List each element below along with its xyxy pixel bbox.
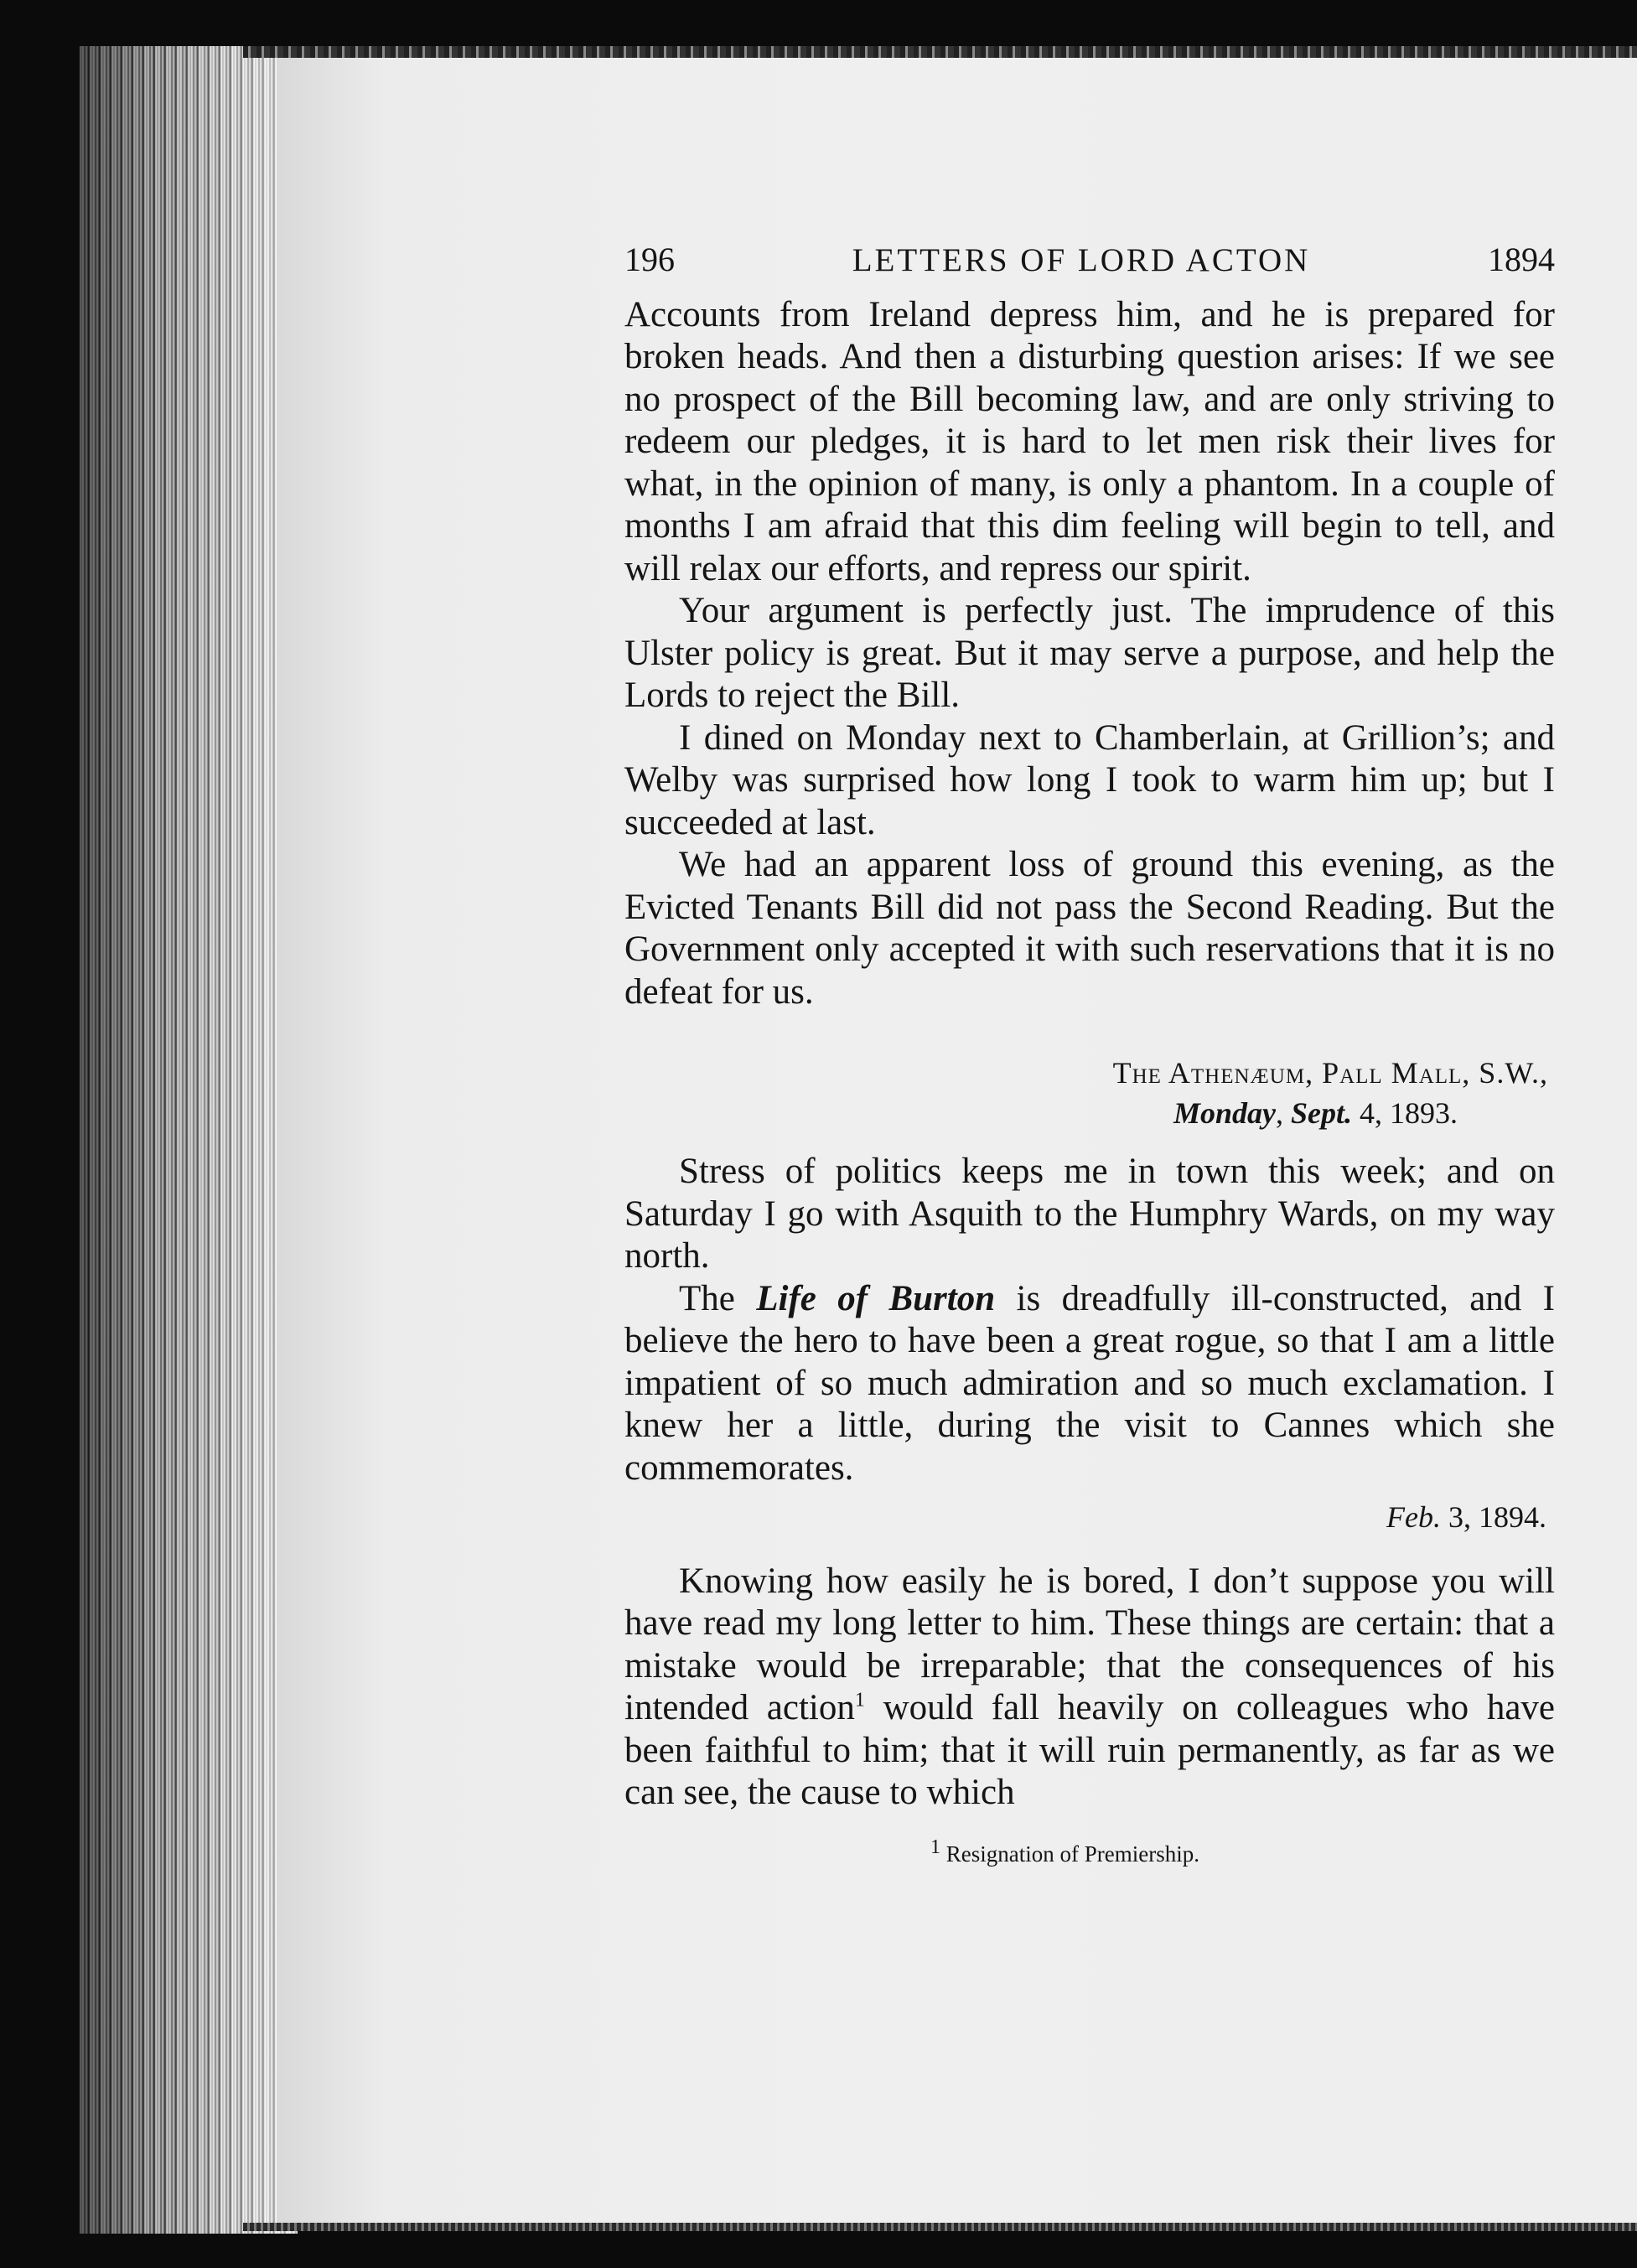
letter3-paragraph-1 [624, 1561, 1555, 1815]
section-gap [624, 1013, 1555, 1054]
letter3-date-rest: 3, 1894. [1448, 1500, 1546, 1534]
letter3-p1-b: would fall heavily on colleagues who have been faithful to him; that it will ruin permanently, as far as we can see, the cause to which [624, 1688, 1555, 1812]
top-edge-shadow [243, 46, 1637, 58]
letter2-paragraph-1: Stress of politics keeps me in town this week; and on Saturday I go with Asquith to the Humphry Wards, on my way north. [624, 1152, 1555, 1276]
letter2-day: Monday [1173, 1096, 1276, 1130]
bottom-edge-shadow [243, 2223, 1637, 2231]
letter3-month: Feb. [1386, 1500, 1441, 1534]
letter3-p1-a: Knowing how easily he is bored, I don’t suppose you will have read my long letter to him. These things are certain: that a mistake would be irreparable; that the consequences of his intended action [624, 1561, 1555, 1727]
book-page-edges [80, 46, 298, 2234]
letter2-date: Monday, Sept. 4, 1893. [1173, 1096, 1458, 1130]
footnote-text: Resignation of Premiership. [945, 1841, 1199, 1867]
letter1-paragraph-1: Accounts from Ireland depress him, and he is prepared for broken heads. And then a disturbing question arises: If we see no prospect of the Bill becoming law, and are only striving to redeem our pledges, it is hard to let men risk their lives for what, in the opinion of many, is only a phantom. In a couple of months I am afraid that this dim feeling will begin to tell, and will relax our efforts, and repress our spirit. [624, 294, 1555, 588]
running-year: 1894 [1488, 241, 1555, 278]
letter2-date-rest: 4, 1893. [1360, 1096, 1458, 1130]
letter3-dateline [624, 1496, 1555, 1539]
letter2-dateline [624, 1054, 1555, 1132]
letter2-p2-lead: The [679, 1278, 757, 1318]
page-number: 196 [624, 241, 675, 278]
footnote-reference: 1 [854, 1689, 865, 1711]
letter2-month: Sept. [1290, 1096, 1352, 1130]
letter1-paragraph-3: I dined on Monday next to Chamberlain, at Grillion’s; and Welby was surprised how long I took to warm him up; but I succeeded at last. [624, 717, 1555, 842]
letter2-address: The Athenæum, Pall Mall, S.W., [1112, 1056, 1548, 1090]
book-title-life-of-burton: Life of Burton [756, 1278, 996, 1318]
running-head [624, 239, 1555, 282]
running-title: LETTERS OF LORD ACTON [852, 242, 1311, 278]
page-text [624, 239, 1555, 1875]
footnote [624, 1833, 1555, 1876]
letter2-paragraph-2 [624, 1278, 1555, 1490]
footnote-marker: 1 [930, 1836, 940, 1858]
letter1-paragraph-2: Your argument is perfectly just. The imprudence of this Ulster policy is great. But it may serve a purpose, and help the Lords to reject the Bill. [624, 591, 1555, 715]
letter1-paragraph-4: We had an apparent loss of ground this evening, as the Evicted Tenants Bill did not pass the Second Reading. But the Government only accepted it with such reservations that it is no defeat for us. [624, 845, 1555, 1012]
letter2-p2-rest: is dreadfully ill-constructed, and I believe the hero to have been a great rogue, so that I am a little impatient of so much admiration and so much exclamation. I knew her a little, during the visit to Cannes which she commemorates. [624, 1278, 1555, 1488]
